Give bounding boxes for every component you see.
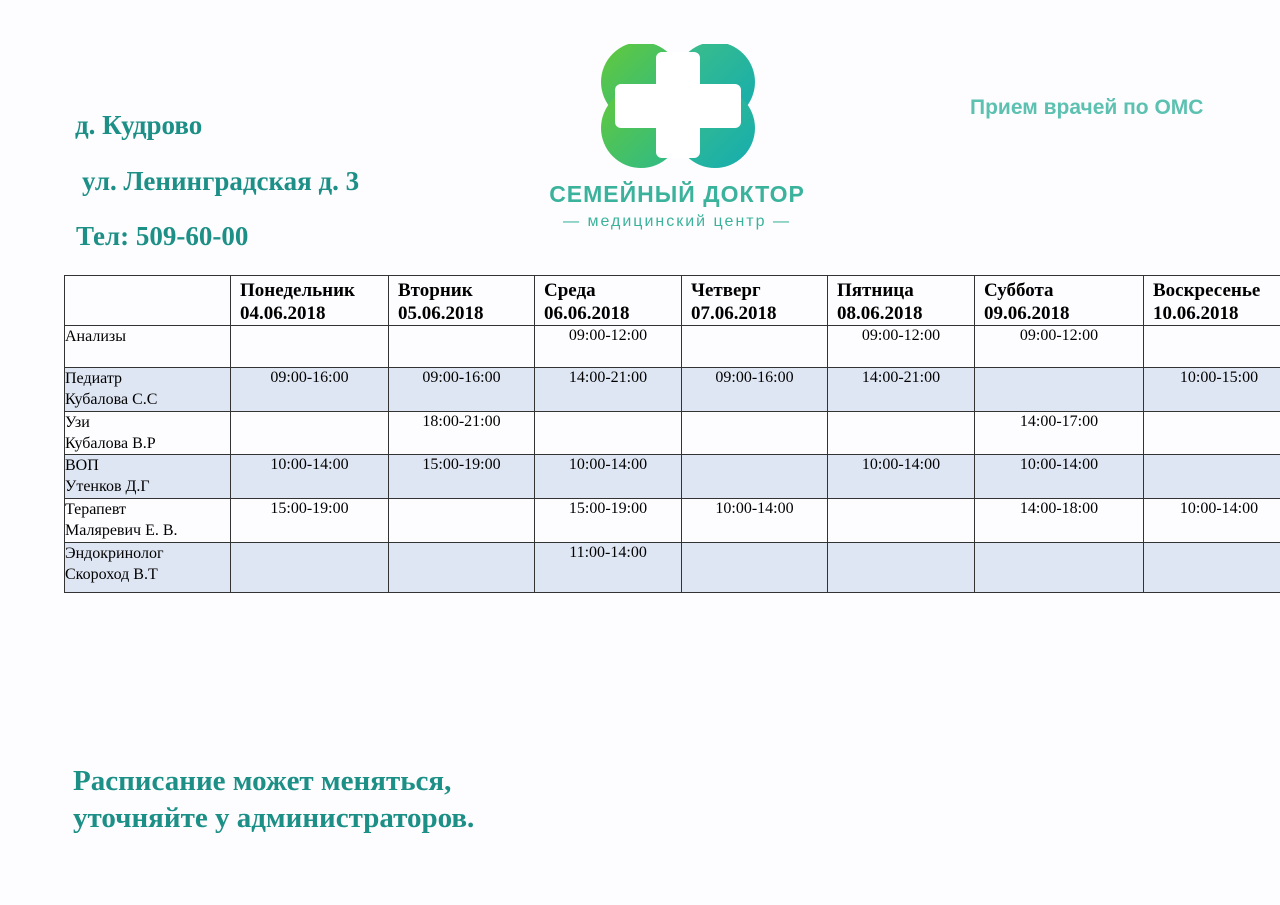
time-slot	[975, 543, 1144, 593]
doctor-name: Скороход В.Т	[65, 566, 158, 583]
doctor-name: Маляревич Е. В.	[65, 522, 178, 539]
time-slot: 09:00-16:00	[389, 368, 535, 412]
time-slot	[231, 412, 389, 455]
time-slot	[682, 326, 828, 368]
day-name: Среда	[544, 280, 596, 301]
day-date: 07.06.2018	[691, 303, 777, 324]
schedule-row	[65, 412, 1280, 455]
time-slot	[389, 499, 535, 543]
day-header	[682, 276, 828, 326]
time-slot	[975, 368, 1144, 412]
time-slot: 09:00-12:00	[975, 326, 1144, 368]
time-slot: 14:00-21:00	[535, 368, 682, 412]
service-cell	[65, 326, 231, 368]
doctor-name: Кубалова С.С	[65, 391, 158, 408]
day-header	[1144, 276, 1280, 326]
time-slot	[1144, 326, 1280, 368]
day-date: 04.06.2018	[240, 303, 326, 324]
time-slot: 18:00-21:00	[389, 412, 535, 455]
day-header	[975, 276, 1144, 326]
time-slot: 14:00-18:00	[975, 499, 1144, 543]
day-name: Четверг	[691, 280, 761, 301]
phone-label: Тел: 509-60-00	[76, 221, 249, 251]
time-slot	[828, 499, 975, 543]
service-cell	[65, 412, 231, 455]
time-slot: 10:00-14:00	[231, 455, 389, 499]
service-cell	[65, 499, 231, 543]
corner-cell	[65, 276, 231, 326]
city-label: д. Кудрово	[75, 110, 203, 140]
time-slot	[682, 412, 828, 455]
service-name: ВОП	[65, 457, 99, 474]
time-slot: 15:00-19:00	[389, 455, 535, 499]
doctor-name: Кубалова В.Р	[65, 435, 156, 452]
time-slot	[535, 412, 682, 455]
day-name: Воскресенье	[1153, 280, 1261, 301]
logo-title: СЕМЕЙНЫЙ ДОКТОР	[549, 181, 805, 207]
time-slot	[828, 412, 975, 455]
day-date: 05.06.2018	[398, 303, 484, 324]
time-slot: 10:00-15:00	[1144, 368, 1280, 412]
time-slot: 10:00-14:00	[975, 455, 1144, 499]
service-name: Терапевт	[65, 501, 126, 518]
day-header	[389, 276, 535, 326]
time-slot: 15:00-19:00	[535, 499, 682, 543]
time-slot	[1144, 412, 1280, 455]
note-line-1: Расписание может меняться,	[73, 765, 452, 797]
day-name: Понедельник	[240, 280, 356, 301]
schedule-row	[65, 326, 1280, 368]
time-slot: 15:00-19:00	[231, 499, 389, 543]
time-slot: 10:00-14:00	[1144, 499, 1280, 543]
schedule-row	[65, 455, 1280, 499]
time-slot	[231, 326, 389, 368]
day-date: 08.06.2018	[837, 303, 923, 324]
schedule-row	[65, 368, 1280, 412]
service-name: Эндокринолог	[65, 545, 164, 562]
time-slot: 11:00-14:00	[535, 543, 682, 593]
time-slot	[389, 543, 535, 593]
logo-subtitle: — медицинский центр —	[563, 213, 791, 230]
time-slot	[1144, 455, 1280, 499]
service-name: Анализы	[65, 328, 126, 345]
schedule-row	[65, 543, 1280, 593]
service-cell	[65, 368, 231, 412]
street-label: ул. Ленинградская д. 3	[82, 166, 360, 196]
day-name: Суббота	[984, 280, 1054, 301]
time-slot: 10:00-14:00	[828, 455, 975, 499]
time-slot: 09:00-12:00	[828, 326, 975, 368]
service-name: Педиатр	[65, 370, 123, 387]
time-slot: 10:00-14:00	[535, 455, 682, 499]
service-cell	[65, 543, 231, 593]
time-slot	[828, 543, 975, 593]
header-row	[65, 276, 1280, 326]
day-header	[231, 276, 389, 326]
time-slot: 10:00-14:00	[682, 499, 828, 543]
schedule-row	[65, 499, 1280, 543]
schedule-table	[64, 275, 1280, 593]
time-slot	[682, 455, 828, 499]
service-cell	[65, 455, 231, 499]
time-slot: 14:00-17:00	[975, 412, 1144, 455]
day-header	[535, 276, 682, 326]
time-slot	[682, 543, 828, 593]
doctor-name: Утенков Д.Г	[65, 478, 150, 495]
time-slot: 14:00-21:00	[828, 368, 975, 412]
time-slot	[231, 543, 389, 593]
time-slot: 09:00-12:00	[535, 326, 682, 368]
day-date: 09.06.2018	[984, 303, 1070, 324]
day-date: 10.06.2018	[1153, 303, 1239, 324]
cross-logo-icon	[510, 44, 844, 174]
service-name: Узи	[65, 414, 90, 431]
day-header	[828, 276, 975, 326]
note-line-2: уточняйте у администраторов.	[73, 802, 475, 834]
day-date: 06.06.2018	[544, 303, 630, 324]
time-slot	[1144, 543, 1280, 593]
clinic-logo	[510, 44, 850, 244]
schedule-note	[73, 763, 474, 837]
day-name: Вторник	[398, 280, 473, 301]
oms-title: Прием врачей по ОМС	[970, 96, 1204, 119]
day-name: Пятница	[837, 280, 914, 301]
time-slot	[389, 326, 535, 368]
time-slot: 09:00-16:00	[682, 368, 828, 412]
time-slot: 09:00-16:00	[231, 368, 389, 412]
